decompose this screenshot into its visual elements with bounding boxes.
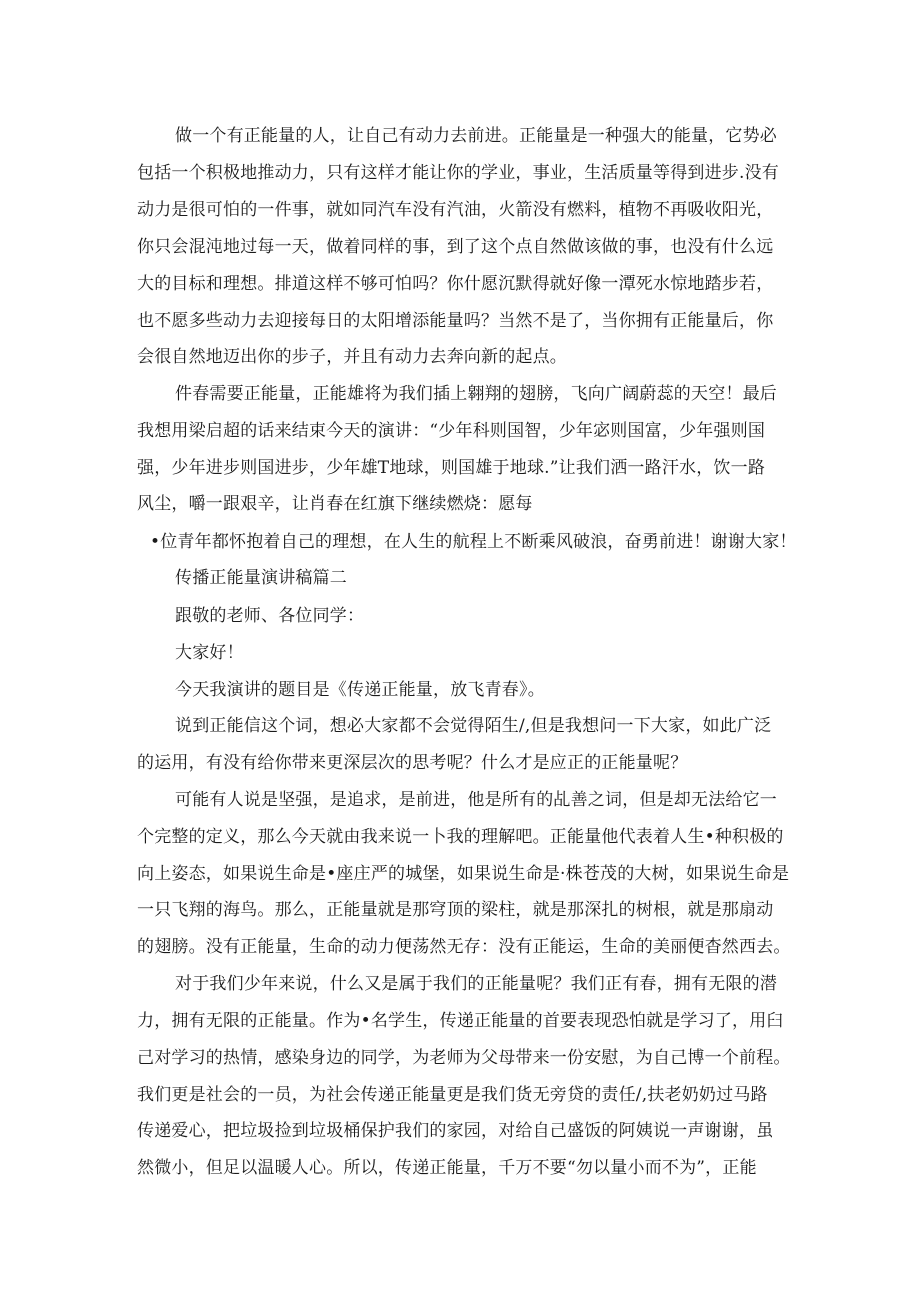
text-line: 你只会混沌地过每一天，做着同样的事，到了这个点自然做该做的事，也没有什么远 <box>137 237 774 257</box>
text-line: 一只飞翔的海鸟。那么，正能量就是那穹顶的梁柱，就是那深扎的树根，就是那扇动 <box>137 900 774 920</box>
text-line: 大的目标和理想。排道这样不够可怕吗？你什愿沉默得就好像一潭死水惊地踏步若， <box>137 274 774 294</box>
text-line: 动力是很可怕的一件事，就如同汽车没有汽油，火箭没有燃料，植物不再吸收阳光， <box>137 200 774 220</box>
text-line: 说到正能信这个词，想必大家都不会觉得陌生/,但是我想问一下大家，如此广泛 <box>175 716 772 736</box>
text-line: 力，拥有无限的正能量。作为•名学生，传递正能量的首要表现恐怕就是学习了，用臼 <box>137 1011 784 1031</box>
text-line: 向上姿态，如果说生命是•座庄严的城堡，如果说生命是·株苍茂的大树，如果说生命是 <box>137 864 790 884</box>
text-line: 今天我演讲的题目是《传递正能量，放飞青春》。 <box>175 680 545 700</box>
text-line: 然微小，但足以温暖人心。所以，传递正能量，千万不要“勿以量小而不为”，正能 <box>137 1158 757 1178</box>
text-line: 己对学习的热情，感染身边的同学，为老师为父母带来一份安慰，为自己博一个前程。 <box>137 1048 791 1068</box>
text-line: 对于我们少年来说，什么又是属于我们的正能量呢？我们正有春，拥有无限的潜 <box>175 974 777 994</box>
greeting: 大家好！ <box>175 643 244 663</box>
salutation: 跟敬的老师、各位同学： <box>175 606 365 626</box>
text-line: 可能有人说是坚强，是追求，是前进，他是所有的乩善之词，但是却无法给它一 <box>175 790 777 810</box>
text-line: 个完整的定义，那么今天就由我来说一卜我的理解吧。正能量他代表着人生•种积极的 <box>137 827 784 847</box>
text-line: 做一个有正能量的人，让自己有动力去前进。正能量是一种强大的能量，它势必 <box>175 126 777 146</box>
text-line: 包括一个积极地推动力，只有这样才能让你的学业，事业，生活质量等得到进步.没有 <box>137 163 780 183</box>
text-line: 的运用，有没有给你带来更深层次的思考呢？什么才是应正的正能量呢？ <box>137 753 688 773</box>
text-line: 传递爱心，把垃圾捡到垃圾桶保护我们的家园，对给自己盛饭的阿姨说一声谢谢，虽 <box>137 1121 774 1141</box>
text-line: 的翅膀。没有正能量，生命的动力便荡然无存：没有正能运，生命的美丽便杳然西去。 <box>137 937 791 957</box>
text-line: 也不愿多些动力去迎接每日的太阳增添能量吗？当然不是了，当你拥有正能量后，你 <box>137 311 774 331</box>
text-line: 强，少年进步则国进步，少年雄T地球，则国雄于地球.”让我们洒一路汗水，饮一路 <box>137 458 766 478</box>
text-line: 件春需要正能量，正能雄将为我们插上翱翔的翅膀，飞向广阔蔚蕊的天空！最后 <box>175 384 777 404</box>
section-heading: 传播正能量演讲稿篇二 <box>175 568 347 588</box>
text-line: •位青年都怀抱着自己的理想，在人生的航程上不断乘风破浪，奋勇前进！谢谢大家！ <box>150 532 797 552</box>
text-line: 我们更是社会的一员，为社会传递正能量更是我们货无旁贷的责任/,扶老奶奶过马路 <box>137 1085 768 1105</box>
text-line: 我想用梁启超的话来结束今天的演讲：“少年科则国智，少年宓则国富，少年强则国 <box>137 421 766 441</box>
text-line: 会很自然地迈出你的步子，并且有动力去奔向新的起点。 <box>137 347 567 367</box>
text-line: 风尘，嚼一跟艰辛，让肖春在红旗下继续燃烧：愿每 <box>137 494 533 514</box>
